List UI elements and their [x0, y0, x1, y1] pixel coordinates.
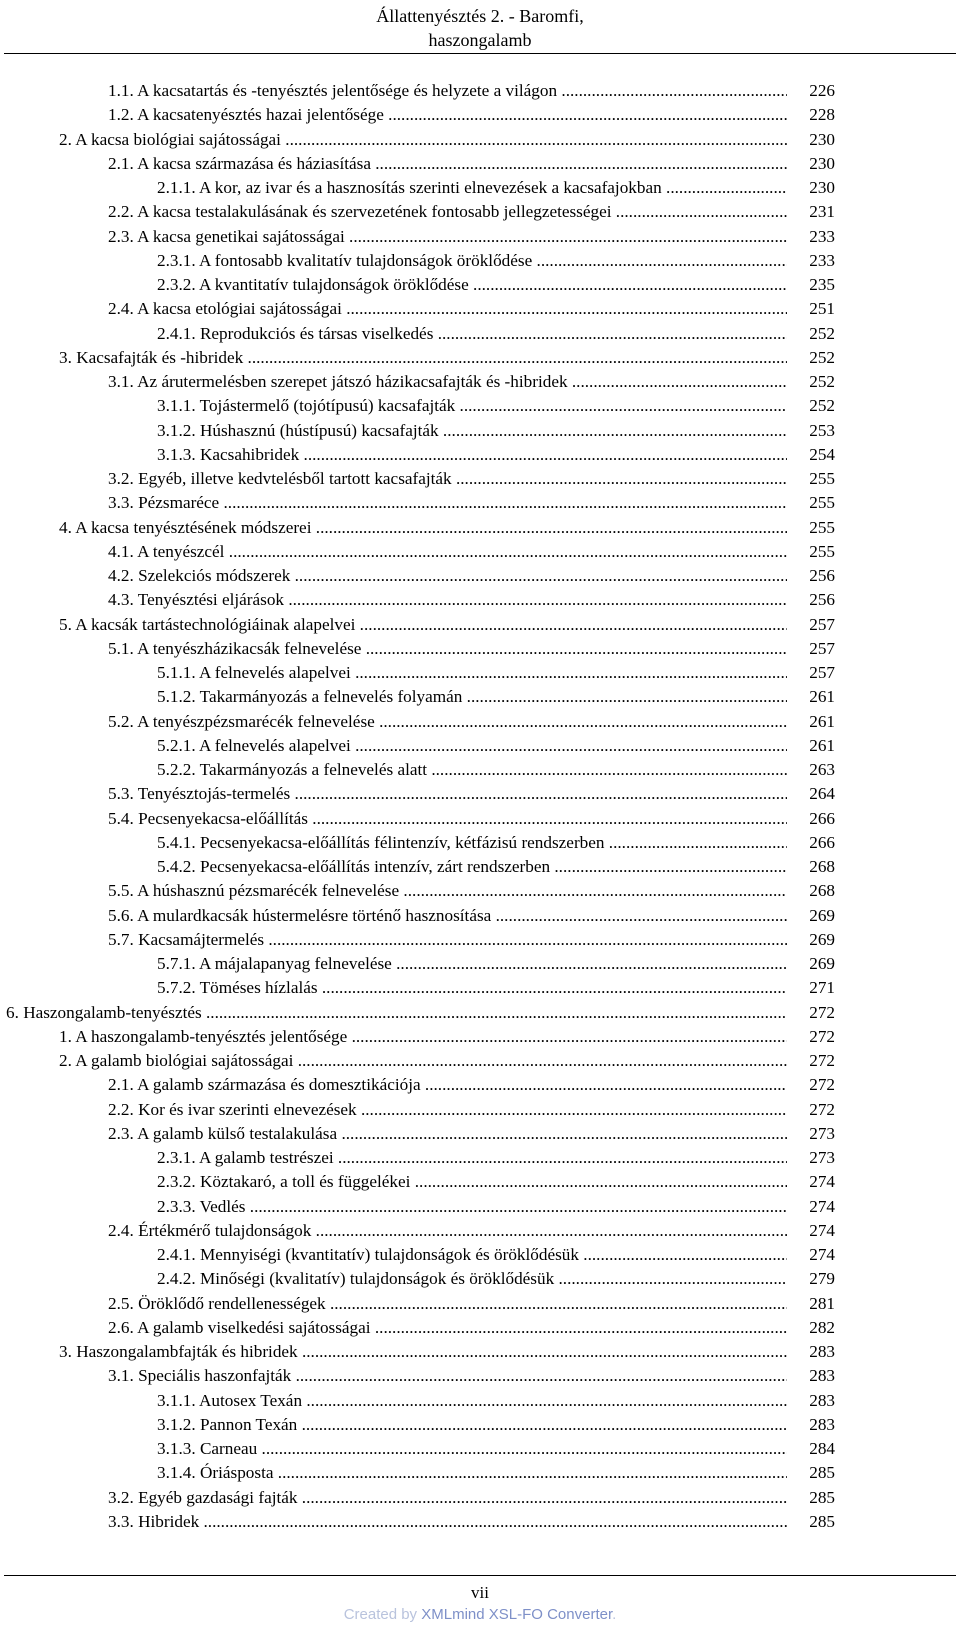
toc-entry-page: 269: [809, 905, 835, 925]
toc-entry-page: 274: [809, 1220, 835, 1240]
toc-entry[interactable]: [0, 782, 960, 806]
toc-entry[interactable]: [0, 1073, 960, 1097]
toc-entry-page: 230: [809, 153, 835, 173]
credit-suffix: .: [612, 1606, 617, 1623]
toc-entry[interactable]: [0, 807, 960, 831]
toc-entry[interactable]: [0, 1461, 960, 1485]
toc-entry[interactable]: [0, 1340, 960, 1364]
toc-entry-page: 268: [809, 857, 835, 876]
toc-entry[interactable]: [0, 564, 960, 588]
toc-entry-title: 2.3.2. Köztakaró, a toll és függelékei .....: [157, 1170, 787, 1194]
toc-entry-title: 2.4. A kacsa etológiai sajátosságai .....: [108, 297, 787, 321]
toc-entry-page: 252: [809, 396, 835, 416]
toc-entry-page: 282: [809, 1317, 835, 1337]
toc-entry[interactable]: [0, 225, 960, 249]
toc-entry-page: 257: [809, 663, 835, 682]
toc-entry-page: 273: [809, 1123, 835, 1143]
toc-entry-page: 261: [809, 735, 835, 755]
toc-entry-title: 3.1.2. Pannon Texán .....: [157, 1413, 787, 1437]
toc-entry-page: 263: [809, 760, 835, 779]
page-number: vii: [471, 1583, 489, 1602]
toc-entry-page: 283: [809, 1414, 835, 1434]
toc-entry-title: 2.1. A galamb származása és domesztikációja .....: [108, 1073, 787, 1097]
toc-entry-title: 5.4.1. Pecsenyekacsa-előállítás félintenzív, kétfázisú rendszerben .....: [157, 831, 787, 855]
toc-entry-title: 2.4.2. Minőségi (kvalitatív) tulajdonságok és öröklődésük .....: [157, 1267, 787, 1291]
toc-entry-page: 283: [809, 1390, 835, 1410]
toc-entry-title: 5.7.1. A májalapanyag felnevelése .....: [157, 952, 787, 976]
toc-entry-page: 253: [809, 420, 835, 440]
toc-entry[interactable]: [0, 661, 960, 685]
toc-entry[interactable]: [0, 79, 960, 103]
toc-entry-page: 255: [809, 493, 835, 513]
toc-entry-page: 274: [809, 1245, 835, 1264]
toc-entry[interactable]: [0, 831, 960, 855]
toc-entry-title: 5.1. A tenyészházikacsák felnevelése .....: [108, 637, 787, 661]
credit-prefix: Created by: [343, 1606, 422, 1623]
toc-entry-page: 273: [809, 1148, 835, 1167]
toc-entry-page: 255: [809, 517, 835, 537]
toc-entry[interactable]: [0, 443, 960, 467]
toc-entry-title: 2.3.3. Vedlés .....: [157, 1195, 787, 1219]
toc-entry-title: 2.6. A galamb viselkedési sajátosságai .....: [108, 1316, 787, 1340]
toc-entry-title: 1.1. A kacsatartás és -tenyésztés jelentősége és helyzete a világon .....: [108, 79, 787, 103]
toc-entry-page: 272: [809, 1051, 835, 1070]
toc-entry-title: 2. A galamb biológiai sajátosságai .....: [59, 1049, 787, 1073]
toc-entry[interactable]: [0, 103, 960, 127]
toc-entry-page: 283: [809, 1366, 835, 1386]
toc-entry-title: 3. Kacsafajták és -hibridek .....: [59, 346, 787, 370]
toc-entry[interactable]: [0, 855, 960, 879]
toc-entry-page: 230: [809, 178, 835, 197]
toc-entry[interactable]: [0, 419, 960, 443]
toc-entry-page: 252: [809, 323, 835, 343]
toc-entry-page: 254: [809, 444, 835, 464]
toc-entry-page: 252: [809, 372, 835, 391]
toc-entry[interactable]: [0, 516, 960, 540]
toc-entry-title: 5.1.2. Takarmányozás a felnevelés folyamán .....: [157, 685, 787, 709]
toc-entry-page: 272: [809, 1099, 835, 1119]
toc-entry-title: 2. A kacsa biológiai sajátosságai .....: [59, 128, 787, 152]
toc-entry-title: 3.1. Speciális haszonfajták .....: [108, 1364, 787, 1388]
toc-entry-page: 272: [809, 1026, 835, 1046]
toc-entry-page: 268: [809, 881, 835, 901]
toc-entry-page: 261: [809, 687, 835, 707]
toc-entry-page: 252: [809, 347, 835, 367]
toc-entry-title: 2.1. A kacsa származása és háziasítása .....: [108, 152, 787, 176]
toc-entry[interactable]: [0, 1413, 960, 1437]
toc-entry[interactable]: [0, 1437, 960, 1461]
toc-entry-title: 3.2. Egyéb gazdasági fajták .....: [108, 1486, 787, 1510]
toc-entry-page: 283: [809, 1342, 835, 1361]
toc-entry-title: 5.2.2. Takarmányozás a felnevelés alatt .....: [157, 758, 787, 782]
toc-entry-title: 2.3. A kacsa genetikai sajátosságai .....: [108, 225, 787, 249]
toc-entry-title: 2.5. Öröklődő rendellenességek .....: [108, 1292, 787, 1316]
toc-entry-title: 2.3.2. A kvantitatív tulajdonságok öröklődése .....: [157, 273, 787, 297]
toc-entry[interactable]: [0, 152, 960, 176]
toc-entry-page: 279: [809, 1269, 835, 1289]
toc-entry[interactable]: [0, 637, 960, 661]
toc-entry-title: 2.2. A kacsa testalakulásának és szervezetének fontosabb jellegzetességei .....: [108, 200, 787, 224]
running-header-line-1: Állattenyésztés 2. - Baromfi,: [376, 6, 584, 26]
toc-entry[interactable]: [0, 1001, 960, 1025]
toc-entry-title: 3.3. Pézsmarécе .....: [108, 491, 787, 515]
toc-entry-title: 3.1.1. Tojástermelő (tojótípusú) kacsafajták .....: [157, 394, 787, 418]
toc-entry[interactable]: [0, 467, 960, 491]
footer-divider: [4, 1575, 956, 1576]
converter-credit: [0, 1605, 960, 1625]
credit-brand: XMLmind XSL-FO Converter: [421, 1606, 613, 1623]
toc-entry-page: 285: [809, 1487, 835, 1507]
toc-entry-page: 274: [809, 1196, 835, 1216]
toc-entry[interactable]: [0, 1486, 960, 1510]
toc-entry[interactable]: [0, 758, 960, 782]
toc-entry-title: 5. A kacsák tartástechnológiáinak alapelvei .....: [59, 613, 787, 637]
toc-entry-page: 264: [809, 784, 835, 804]
toc-entry-title: 3. Haszongalambfajták és hibridek .....: [59, 1340, 787, 1364]
toc-entry-title: 3.1.2. Húshasznú (hústípusú) kacsafajták .....: [157, 419, 787, 443]
toc-entry-title: 5.2. A tenyészpézsmarécék felnevelése .....: [108, 710, 787, 734]
toc-entry[interactable]: [0, 540, 960, 564]
toc-entry-title: 1.2. A kacsatenyésztés hazai jelentősége .....: [108, 103, 787, 127]
toc-entry[interactable]: [0, 394, 960, 418]
toc-entry-title: 3.1.1. Autosex Texán .....: [157, 1389, 787, 1413]
toc-entry-page: 231: [809, 202, 835, 222]
toc-entry[interactable]: [0, 200, 960, 224]
toc-entry-title: 5.2.1. A felnevelés alapelvei .....: [157, 734, 787, 758]
toc-entry[interactable]: [0, 613, 960, 637]
toc-entry-page: 256: [809, 590, 835, 610]
toc-entry-title: 4.3. Tenyésztési eljárások .....: [108, 588, 787, 612]
toc-entry[interactable]: [0, 1146, 960, 1170]
running-header: [0, 4, 960, 52]
running-header-line-2: haszongalamb: [428, 30, 532, 50]
toc-entry[interactable]: [0, 249, 960, 273]
toc-entry-title: 3.3. Hibridek .....: [108, 1510, 787, 1534]
toc-entry[interactable]: [0, 1510, 960, 1534]
toc-entry-page: 285: [809, 1511, 835, 1531]
toc-entry-title: 4. A kacsa tenyésztésének módszerei .....: [59, 516, 787, 540]
toc-entry-title: 2.4.1. Reprodukciós és társas viselkedés .....: [157, 322, 787, 346]
toc-entry[interactable]: [0, 685, 960, 709]
toc-entry[interactable]: [0, 1195, 960, 1219]
toc-entry-page: 261: [809, 711, 835, 731]
toc-entry[interactable]: [0, 734, 960, 758]
toc-entry-title: 4.1. A tenyészcél .....: [108, 540, 787, 564]
toc-entry-title: 3.1.3. Carneau .....: [157, 1437, 787, 1461]
toc-entry[interactable]: [0, 370, 960, 394]
toc-entry-page: 255: [809, 541, 835, 561]
toc-entry[interactable]: [0, 1389, 960, 1413]
toc-entry[interactable]: [0, 928, 960, 952]
toc-entry-title: 5.4. Pecsenyekacsa-előállítás .....: [108, 807, 787, 831]
toc-entry-page: 266: [809, 832, 835, 852]
toc-entry-page: 256: [809, 566, 835, 585]
toc-entry-page: 284: [809, 1439, 835, 1458]
toc-entry-title: 5.7.2. Töméses hízlalás .....: [157, 976, 787, 1000]
toc-entry-page: 226: [809, 81, 835, 100]
toc-entry-title: 3.1.4. Óriásposta .....: [157, 1461, 787, 1485]
toc-entry-page: 257: [809, 638, 835, 658]
toc-entry-page: 269: [809, 954, 835, 973]
toc-entry-page: 230: [809, 129, 835, 149]
toc-entry-title: 2.4. Értékmérő tulajdonságok .....: [108, 1219, 787, 1243]
toc-entry[interactable]: [0, 128, 960, 152]
toc-entry[interactable]: [0, 1049, 960, 1073]
toc-entry-title: 5.1.1. A felnevelés alapelvei .....: [157, 661, 787, 685]
toc-entry-page: 251: [809, 299, 835, 319]
toc-entry-title: 2.3.1. A fontosabb kvalitatív tulajdonságok öröklődése .....: [157, 249, 787, 273]
header-divider: [4, 53, 956, 54]
toc-entry[interactable]: [0, 1243, 960, 1267]
toc-entry-page: 233: [809, 226, 835, 246]
toc-entry-page: 285: [809, 1463, 835, 1483]
toc-entry-page: 272: [809, 1075, 835, 1095]
toc-entry-page: 266: [809, 808, 835, 828]
toc-entry-title: 5.5. A húshasznú pézsmarécék felnevelése .....: [108, 879, 787, 903]
toc-entry-page: 271: [809, 978, 835, 998]
toc-entry-page: 255: [809, 469, 835, 488]
toc-entry[interactable]: [0, 346, 960, 370]
toc-entry[interactable]: [0, 710, 960, 734]
toc-entry[interactable]: [0, 976, 960, 1000]
toc-entry[interactable]: [0, 1219, 960, 1243]
toc-entry[interactable]: [0, 1025, 960, 1049]
toc-entry-page: 274: [809, 1172, 835, 1192]
toc-entry-title: 2.2. Kor és ivar szerinti elnevezések .....: [108, 1098, 787, 1122]
toc-entry[interactable]: [0, 879, 960, 903]
toc-entry[interactable]: [0, 1170, 960, 1194]
toc-entry-title: 5.6. A mulardkacsák hústermelésre történő hasznosítása .....: [108, 904, 787, 928]
toc-entry-title: 3.1. Az árutermelésben szerepet játszó házikacsafajták és -hibridek .....: [108, 370, 787, 394]
toc-entry-page: 257: [809, 614, 835, 634]
toc-entry[interactable]: [0, 1364, 960, 1388]
toc-entry-title: 6. Haszongalamb-tenyésztés .....: [6, 1001, 787, 1025]
toc-entry-title: 5.4.2. Pecsenyekacsa-előállítás intenzív, zárt rendszerben .....: [157, 855, 787, 879]
toc-entry[interactable]: [0, 1122, 960, 1146]
toc-entry[interactable]: [0, 588, 960, 612]
table-of-contents: [0, 79, 960, 1534]
toc-entry-page: 269: [809, 929, 835, 949]
toc-entry-title: 4.2. Szelekciós módszerek .....: [108, 564, 787, 588]
toc-entry[interactable]: [0, 322, 960, 346]
toc-entry-title: 2.4.1. Mennyiségi (kvantitatív) tulajdonságok és öröklődésük .....: [157, 1243, 787, 1267]
toc-entry-title: 1. A haszongalamb-tenyésztés jelentősége .....: [59, 1025, 787, 1049]
toc-entry-title: 2.3. A galamb külső testalakulása .....: [108, 1122, 787, 1146]
toc-entry-title: 2.3.1. A galamb testrészei .....: [157, 1146, 787, 1170]
toc-entry[interactable]: [0, 491, 960, 515]
toc-entry[interactable]: [0, 1292, 960, 1316]
toc-entry-page: 281: [809, 1293, 835, 1313]
toc-entry[interactable]: [0, 176, 960, 200]
toc-entry[interactable]: [0, 297, 960, 321]
toc-entry-page: 233: [809, 250, 835, 270]
toc-entry-title: 5.7. Kacsamájtermelés .....: [108, 928, 787, 952]
toc-entry[interactable]: [0, 1267, 960, 1291]
toc-entry-title: 2.1.1. A kor, az ivar és a hasznosítás szerinti elnevezések a kacsafajokban .....: [157, 176, 787, 200]
toc-entry-title: 3.1.3. Kacsahibridek .....: [157, 443, 787, 467]
toc-entry[interactable]: [0, 273, 960, 297]
toc-entry-page: 228: [809, 105, 835, 125]
toc-entry-title: 3.2. Egyéb, illetve kedvtelésből tartott kacsafajták .....: [108, 467, 787, 491]
toc-entry[interactable]: [0, 952, 960, 976]
toc-entry[interactable]: [0, 1316, 960, 1340]
toc-entry[interactable]: [0, 904, 960, 928]
toc-entry-page: 272: [809, 1002, 835, 1022]
toc-entry-page: 235: [809, 275, 835, 294]
toc-entry[interactable]: [0, 1098, 960, 1122]
toc-entry-title: 5.3. Tenyésztojás-termelés .....: [108, 782, 787, 806]
